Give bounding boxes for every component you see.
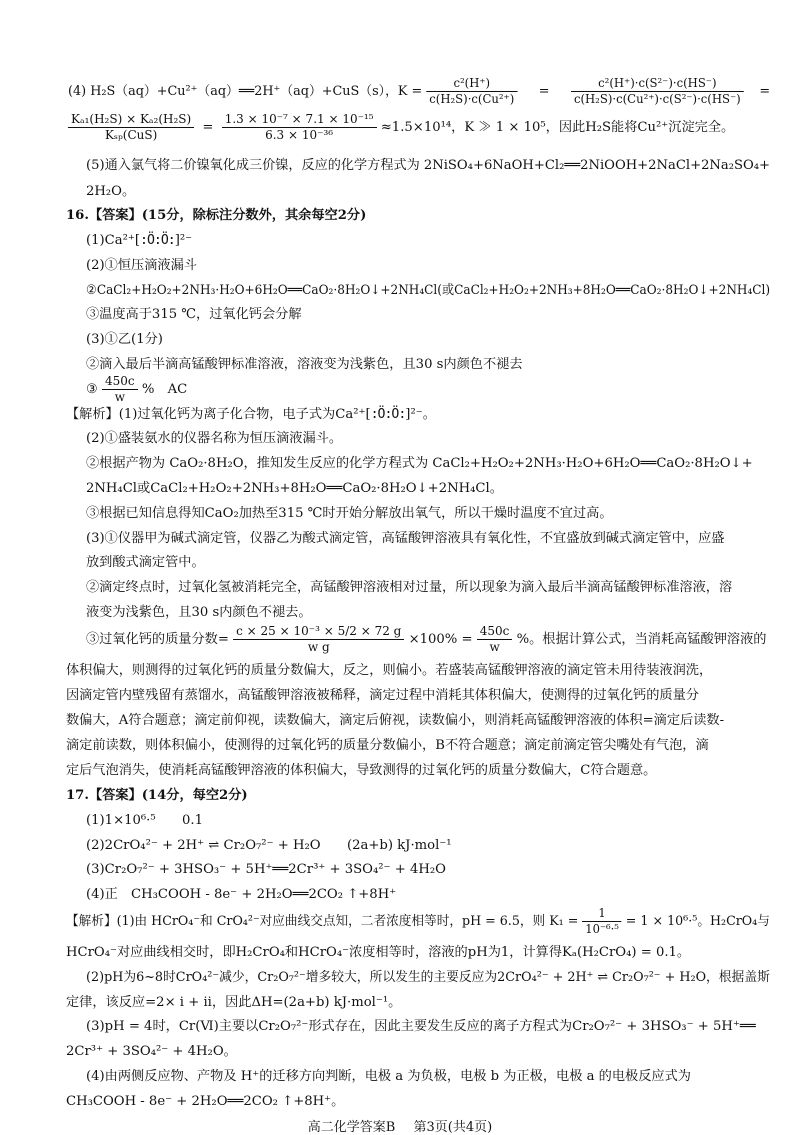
footer-page-number: 第3页(共4页) xyxy=(413,1120,493,1135)
explanation-suffix: ]²⁻。 xyxy=(405,407,436,422)
q17-answer-3: (3)Cr₂O₇²⁻ + 3HSO₃⁻ + 5H⁺══2Cr³⁺ + 3SO₄²⁻ + 4H₂O xyxy=(86,862,446,877)
q16-explanation-3-1a: (3)①仪器甲为碱式滴定管，仪器乙为酸式滴定管，高锰酸钾溶液具有氧化性，不宜盛放到碱式滴定管中，应盛 xyxy=(86,531,725,546)
fraction-denominator: w xyxy=(114,390,125,404)
peroxide-electron-dots: :Ö:Ö: xyxy=(140,233,175,248)
q16-answer-3-2: ②滴入最后半滴高锰酸钾标准溶液，溶液变为浅紫色，且30 s内颜色不褪去 xyxy=(86,357,523,372)
q16-explanation-3-3d: 数偏大，A符合题意；滴定前仰视，读数偏大，滴定后俯视，读数偏小，则消耗高锰酸钾溶液的体积=滴定后读数- xyxy=(66,713,725,728)
q16-explanation-3-1b: 放到酸式滴定管中。 xyxy=(86,555,205,570)
mass-fraction xyxy=(102,374,138,405)
equals-sign: = xyxy=(759,84,771,99)
fraction-numerator: 450c xyxy=(477,624,513,640)
q16-explanation-3-2b: 液变为浅紫色，且30 s内颜色不褪去。 xyxy=(86,605,312,620)
fraction-denominator: w xyxy=(489,640,500,654)
circled-number: ③ xyxy=(86,382,98,397)
explanation-prefix: 【解析】(1)过氧化钙为离子化合物，电子式为Ca²⁺[ xyxy=(66,407,371,422)
peroxide-electron-dots: :Ö:Ö: xyxy=(370,407,406,422)
fraction-denominator: 6.3 × 10⁻³⁶ xyxy=(265,128,334,142)
q17-explanation-1 xyxy=(66,906,770,937)
explanation-intro: 【解析】(1)由 HCrO₄⁻和 CrO₄²⁻对应曲线交点知，二者浓度相等时，pH = 6.5，则 K₁ = xyxy=(66,914,579,929)
fraction-numerator: 450c xyxy=(102,374,138,390)
formula-conclusion: %。根据计算公式，当消耗高锰酸钾溶液的 xyxy=(516,632,767,647)
mass-fraction-expression xyxy=(233,624,404,655)
k1-fraction xyxy=(582,906,621,937)
electron-formula-prefix: (1)Ca²⁺[ xyxy=(86,233,141,248)
fraction-denominator: c(H₂S)·c(Cu²⁺)·c(S²⁻)·c(HS⁻) xyxy=(573,92,741,106)
q15-part5-line2: 2H₂O。 xyxy=(86,184,136,199)
q17-explanation-2a: (2)pH为6~8时CrO₄²⁻减少，Cr₂O₇²⁻增多较大，所以发生的主要反应为2CrO₄²⁻ + 2H⁺ ⇌ Cr₂O₇²⁻ + H₂O，根据盖斯 xyxy=(86,970,770,985)
q17-explanation-4b: CH₃COOH - 8e⁻ + 2H₂O══2CO₂ ↑+8H⁺。 xyxy=(66,1094,345,1109)
answer-suffix: % AC xyxy=(141,382,188,397)
q16-explanation-3-3b: 体积偏大，则测得的过氧化钙的质量分数偏大，反之，则偏小。若盛装高锰酸钾溶液的滴定管未用待装液润洗， xyxy=(66,663,713,678)
fraction-denominator: w g xyxy=(307,640,330,654)
q17-answer-2: (2)2CrO₄²⁻ + 2H⁺ ⇌ Cr₂O₇²⁻ + H₂O (2a+b) kJ·mol⁻¹ xyxy=(86,838,452,853)
q16-explanation-3-3f: 定后气泡消失，使消耗高锰酸钾溶液的体积偏大，导致测得的过氧化钙的质量分数偏大，C符合题意。 xyxy=(66,763,657,778)
footer-title: 高二化学答案B xyxy=(307,1120,396,1135)
q16-explanation-3-2a: ②滴定终点时，过氧化氢被消耗完全，高锰酸钾溶液相对过量，所以现象为滴入最后半滴高锰酸钾标准溶液，溶 xyxy=(86,580,733,595)
electron-formula-suffix: ]²⁻ xyxy=(174,233,193,248)
q17-explanation-4a: (4)由两侧反应物、产物及 H⁺的迁移方向判断，电极 a 为负极，电极 b 为正极，电极 a 的电极反应式为 xyxy=(86,1069,691,1084)
q17-explanation-2b: 定律，该反应=2× i + ii，因此ΔH=(2a+b) kJ·mol⁻¹。 xyxy=(66,995,402,1010)
page-footer xyxy=(0,1116,800,1135)
q16-answer-2-3: ③温度高于315 ℃，过氧化钙会分解 xyxy=(86,307,302,322)
q17-answer-1: (1)1×10⁶·⁵ 0.1 xyxy=(86,813,204,828)
q16-answer-1 xyxy=(86,234,192,247)
q16-explanation-3-3e: 滴定前读数，则体积偏小，使测得的过氧化钙的质量分数偏小，B不符合题意；滴定前滴定管尖嘴处有气泡，滴 xyxy=(66,738,709,753)
q17-answer-4: (4)正 CH₃COOH - 8e⁻ + 2H₂O══2CO₂ ↑+8H⁺ xyxy=(86,887,397,902)
q17-explanation-1b: HCrO₄⁻对应曲线相交时，即H₂CrO₄和HCrO₄⁻浓度相等时，溶液的pH为1，计算得Kₐ(H₂CrO₄) = 0.1。 xyxy=(66,945,691,960)
q16-answer-2-2: ②CaCl₂+H₂O₂+2NH₃·H₂O+6H₂O══CaO₂·8H₂O↓+2NH₄Cl(或CaCl₂+H₂O₂+2NH₃+8H₂O══CaO₂·8H₂O↓+2NH₄Cl) xyxy=(86,283,771,298)
q15-k-fraction-4 xyxy=(222,112,377,143)
q16-explanation-2-2b: 2NH₄Cl或CaCl₂+H₂O₂+2NH₃+8H₂O══CaO₂·8H₂O↓+2NH₄Cl。 xyxy=(86,481,503,496)
q16-explanation-2-2a: ②根据产物为 CaO₂·8H₂O，推知发生反应的化学方程式为 CaCl₂+H₂O₂+2NH₃·H₂O+6H₂O══CaO₂·8H₂O↓+ xyxy=(86,456,753,471)
q16-answer-3-3 xyxy=(86,374,187,405)
fraction-denominator: Kₛₚ(CuS) xyxy=(104,128,158,142)
q17-explanation-3b: 2Cr³⁺ + 3SO₄²⁻ + 4H₂O。 xyxy=(66,1044,237,1059)
fraction-numerator: c × 25 × 10⁻³ × 5/2 × 72 g xyxy=(233,624,404,640)
q15-part5-line1: (5)通入氯气将二价镍氧化成三价镍，反应的化学方程式为 2NiSO₄+6NaOH+Cl₂══2NiOOH+2NaCl+2Na₂SO₄+ xyxy=(86,158,771,173)
fraction-denominator: c(H₂S)·c(Cu²⁺) xyxy=(429,92,515,106)
q16-explanation-3-3c: 因滴定管内壁残留有蒸馏水，高锰酸钾溶液被稀释，滴定过程中消耗其体积偏大，使测得的过氧化钙的质量分 xyxy=(66,688,699,703)
fraction-numerator: c²(H⁺) xyxy=(426,76,517,92)
q15-k-fraction-2 xyxy=(571,76,744,107)
q15-part4-line1 xyxy=(68,76,770,107)
fraction-numerator: 1.3 × 10⁻⁷ × 7.1 × 10⁻¹⁵ xyxy=(222,112,377,128)
equals-sign: = xyxy=(538,84,550,99)
explanation-result: = 1 × 10⁶·⁵。H₂CrO₄与 xyxy=(625,914,770,929)
q16-answer-2-1: (2)①恒压滴液漏斗 xyxy=(86,258,197,273)
fraction-denominator: 10⁻⁶·⁵ xyxy=(585,922,619,936)
percent-equals: ×100% = xyxy=(408,632,473,647)
equals-sign: = xyxy=(202,120,214,135)
q15-k-fraction-1 xyxy=(426,76,517,107)
fraction-numerator: Kₐ₁(H₂S) × Kₐ₂(H₂S) xyxy=(68,112,194,128)
q15-part4-line2 xyxy=(68,112,734,143)
q16-explanation-2-1: (2)①盛装氨水的仪器名称为恒压滴液漏斗。 xyxy=(86,431,343,446)
q17-heading: 17.【答案】(14分，每空2分) xyxy=(66,788,248,803)
q16-explanation-2-3: ③根据已知信息得知CaO₂加热至315 ℃时开始分解放出氧气，所以干燥时温度不宜过高。 xyxy=(86,506,613,521)
q16-explanation-3-3 xyxy=(86,624,767,655)
fraction-numerator: c²(H⁺)·c(S²⁻)·c(HS⁻) xyxy=(571,76,744,92)
q15-part4-intro: (4) H₂S（aq）+Cu²⁺（aq）══2H⁺（aq）+CuS（s），K = xyxy=(68,84,423,99)
q16-answer-3-1: (3)①乙(1分) xyxy=(86,332,163,347)
q16-heading: 16.【答案】(15分，除标注分数外，其余每空2分) xyxy=(66,208,367,223)
q15-k-fraction-3 xyxy=(68,112,194,143)
q16-explanation-1 xyxy=(66,408,436,421)
q15-part4-conclusion: ≈1.5×10¹⁴，K ≫ 1 × 10⁵，因此H₂S能将Cu²⁺沉淀完全。 xyxy=(380,120,735,135)
formula-intro: ③过氧化钙的质量分数= xyxy=(86,632,229,647)
fraction-numerator: 1 xyxy=(582,906,621,922)
mass-fraction-result xyxy=(477,624,513,655)
q17-explanation-3a: (3)pH = 4时，Cr(Ⅵ)主要以Cr₂O₇²⁻形式存在，因此主要发生反应的离子方程式为Cr₂O₇²⁻ + 3HSO₃⁻ + 5H⁺══ xyxy=(86,1019,756,1034)
